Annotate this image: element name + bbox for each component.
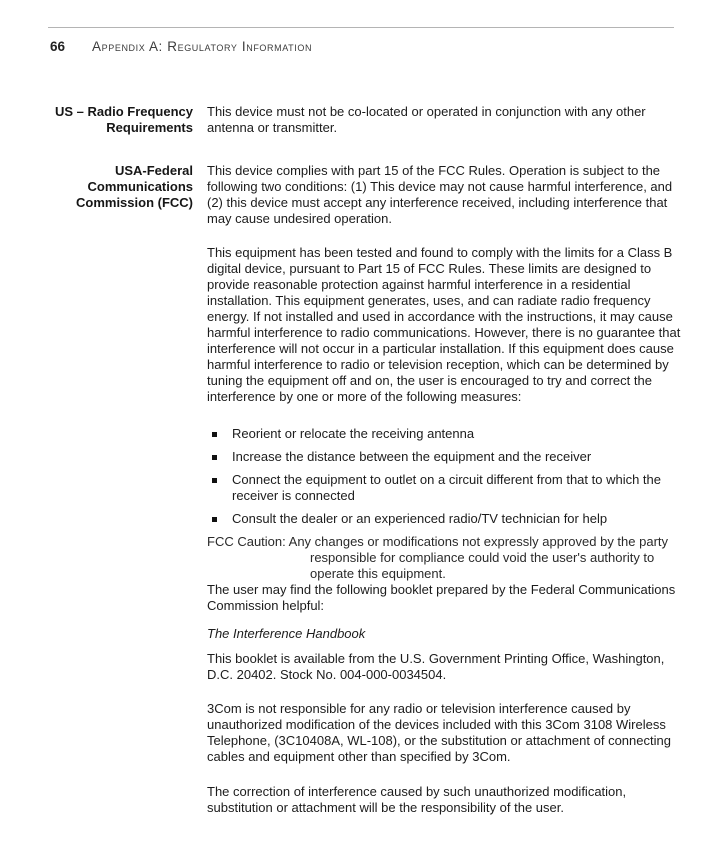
fcc-compliance-paragraph: This device complies with part 15 of the FCC Rules. Operation is subject to the following two conditions: (1) This device may not cause harmful interference, and (2) this device must accept any interference received, including interference that may cause undesired operation. <box>207 163 673 226</box>
3com-disclaimer-paragraph: 3Com is not responsible for any radio or television interference caused by unauthorized modification of the devices included with this 3Com 3108 Wireless Telephone, (3C10408A, WL-108), or the substitution or attachment of connecting cables and equipment other than specified by 3Com. <box>207 701 671 764</box>
page-header <box>50 39 312 55</box>
booklet-intro-paragraph: The user may find the following booklet prepared by the Federal Communications Commission helpful: <box>207 582 676 613</box>
header-rule <box>48 27 674 28</box>
booklet-availability-paragraph: This booklet is available from the U.S. Government Printing Office, Washington, D.C. 20402. Stock No. 004-000-0034504. <box>207 651 665 682</box>
section-body <box>207 163 690 816</box>
section-fcc <box>48 163 690 816</box>
section-label: US – Radio Frequency Requirements <box>55 104 193 135</box>
correction-responsibility-paragraph: The correction of interference caused by such unauthorized modification, substitution or attachment will be the responsibility of the user. <box>207 784 627 815</box>
list-item: Consult the dealer or an experienced radio/TV technician for help <box>207 511 690 527</box>
list-item: Reorient or relocate the receiving antenna <box>207 426 690 442</box>
page-content <box>48 104 690 816</box>
page-number: 66 <box>50 39 66 54</box>
interference-measures-list <box>207 426 690 527</box>
section-body <box>207 104 690 136</box>
section-label: USA-Federal Communications Commission (FCC) <box>76 163 193 210</box>
list-item: Increase the distance between the equipment and the receiver <box>207 449 690 465</box>
fcc-tested-paragraph: This equipment has been tested and found to comply with the limits for a Class B digital device, pursuant to Part 15 of FCC Rules. These limits are designed to provide reasonable protection against harmful interference in a residential installation. This equipment generates, uses, and can radiate radio frequency energy. If not installed and used in accordance with the instructions, it may cause harmful interference to radio communications. However, there is no guarantee that interference will not occur in a particular installation. If this equipment does cause harmful interference to radio or television reception, which can be determined by tuning the equipment off and on, the user is encouraged to try and correct the interference by one or more of the following measures: <box>207 245 681 404</box>
paragraph: This device must not be co-located or operated in conjunction with any other antenna or transmitter. <box>207 104 646 135</box>
fcc-caution-note: FCC Caution: Any changes or modifications not expressly approved by the party responsible for compliance could void the user's authority to operate this equipment. <box>207 534 669 581</box>
booklet-title: The Interference Handbook <box>207 626 366 641</box>
list-item: Connect the equipment to outlet on a circuit different from that to which the receiver is connected <box>207 472 690 504</box>
header-title: Appendix A: Regulatory Information <box>92 39 313 54</box>
section-us-radio-frequency <box>48 104 690 136</box>
